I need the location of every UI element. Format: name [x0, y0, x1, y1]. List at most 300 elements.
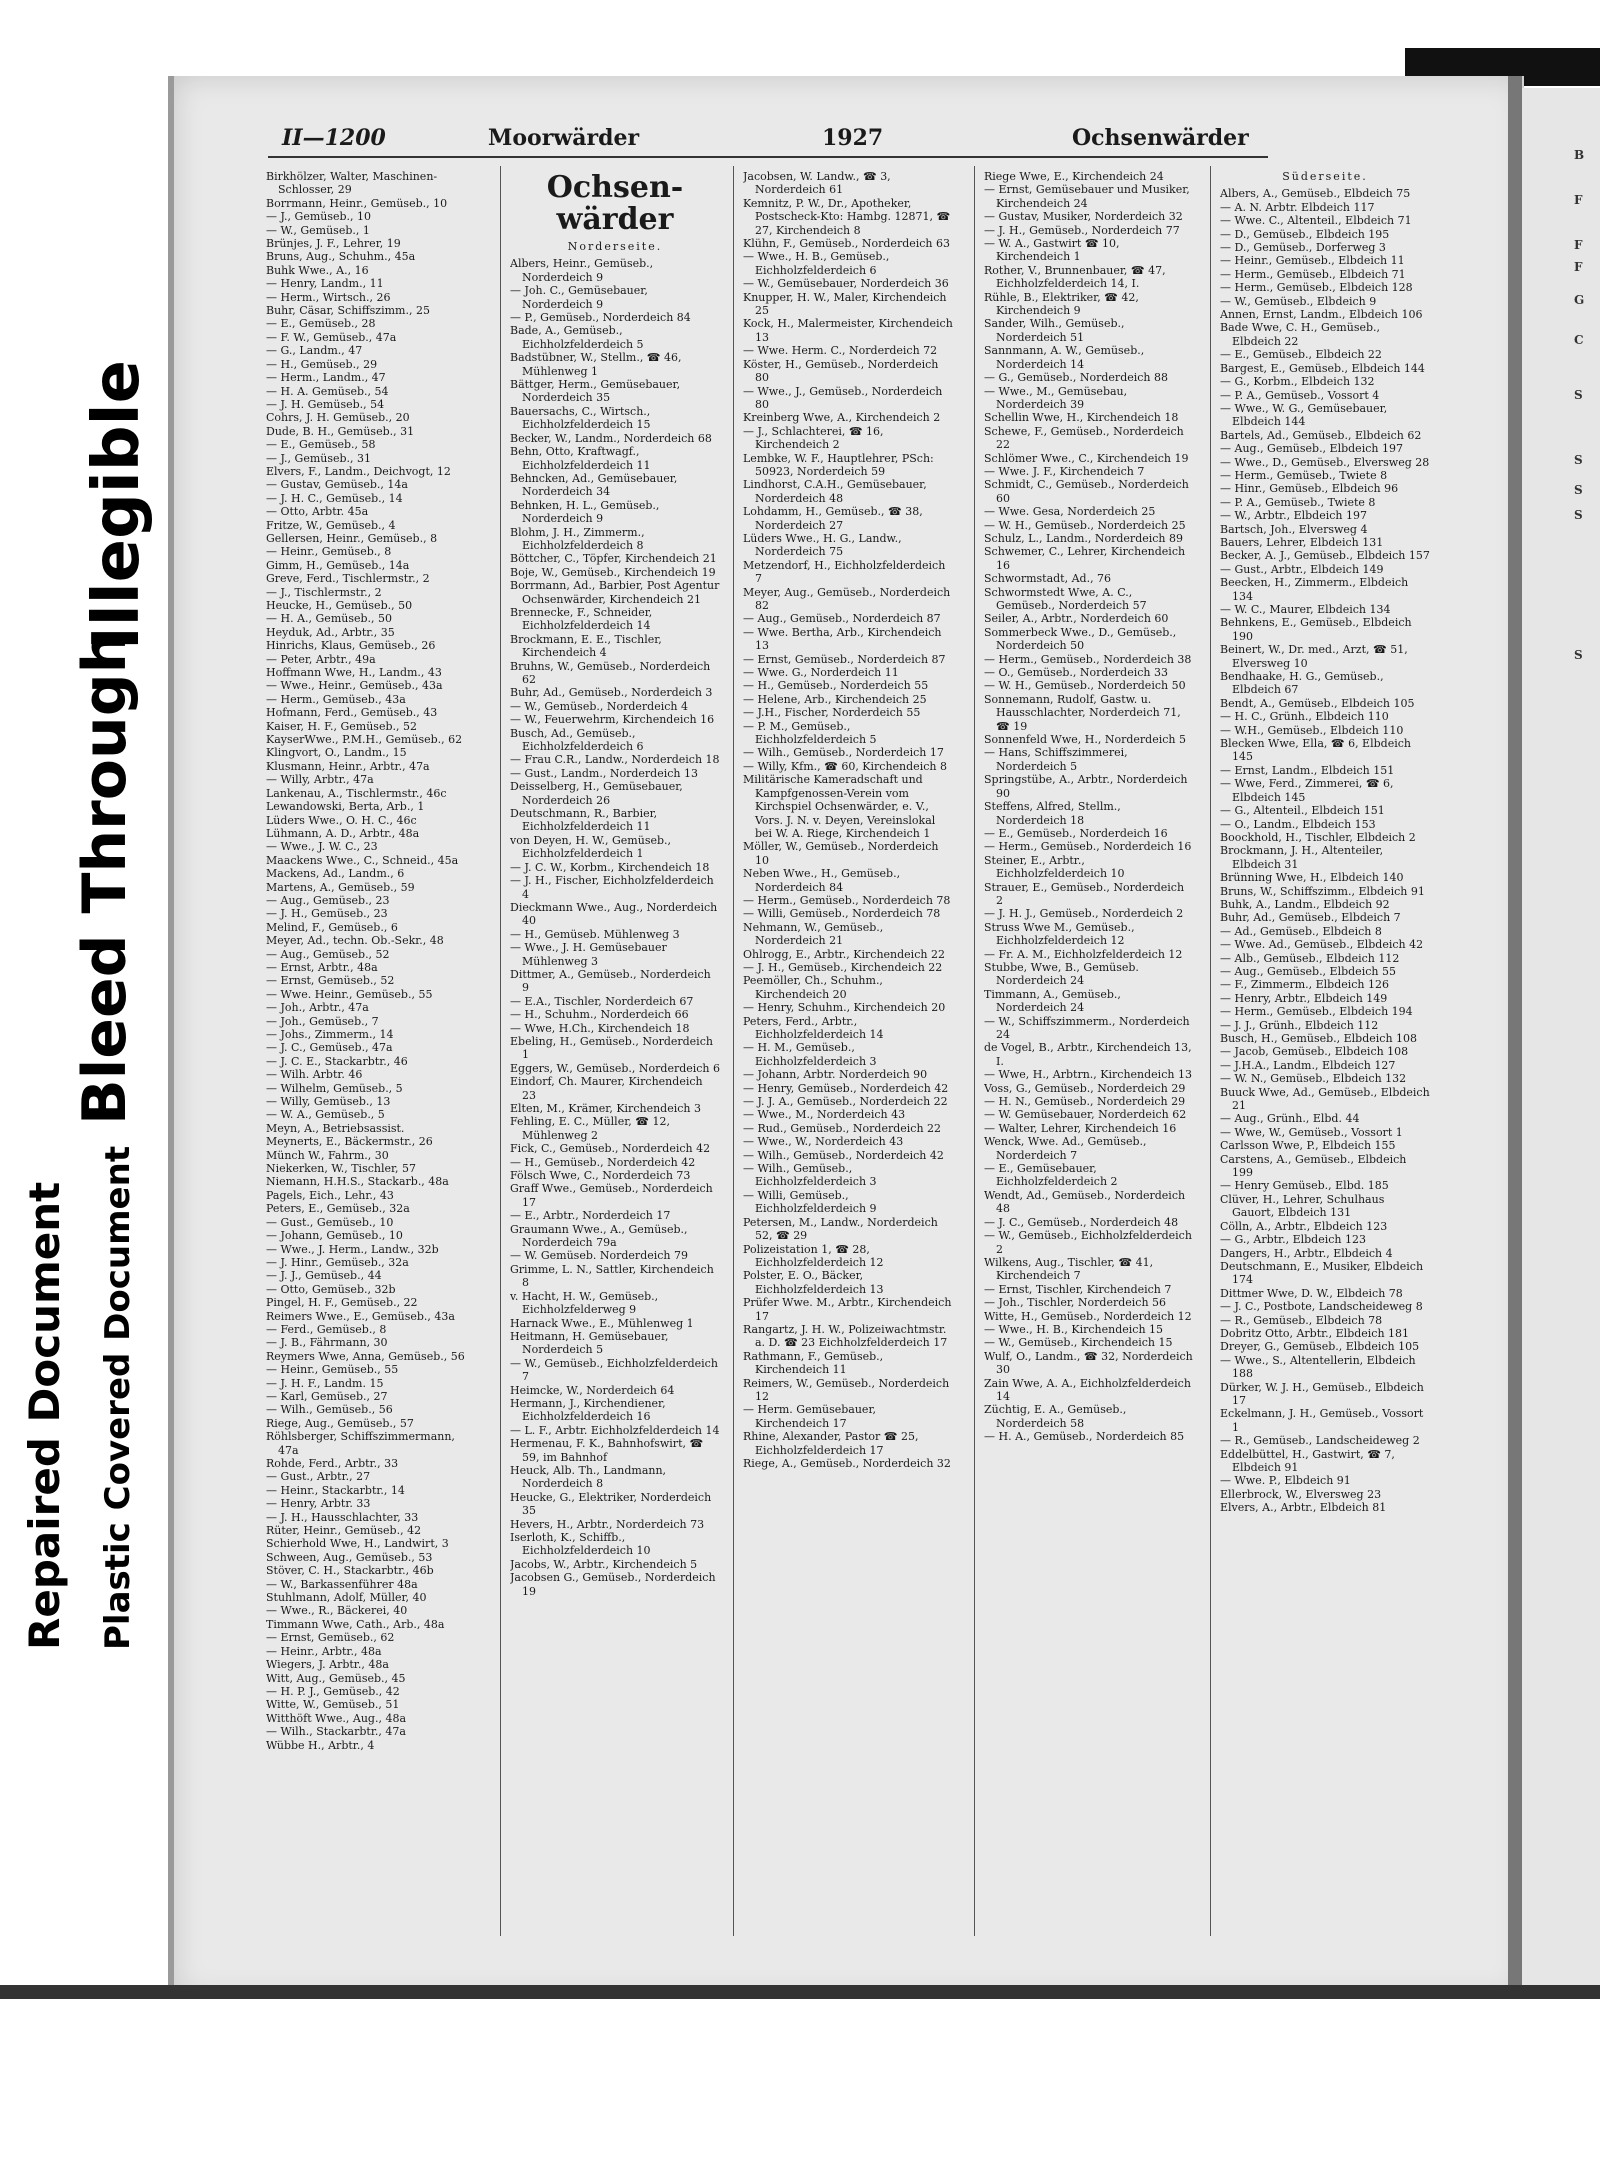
directory-entry: — J. H., Gemüseb., Norderdeich 77 — [984, 223, 1180, 237]
directory-entry: — Walter, Lehrer, Kirchendeich 16 — [984, 1121, 1177, 1135]
directory-entry: Klusmann, Heinr., Arbtr., 47a — [266, 759, 430, 773]
directory-entry: — Wwe., R., Bäckerei, 40 — [266, 1604, 408, 1618]
directory-entry: Bauers, Lehrer, Elbdeich 131 — [1220, 535, 1384, 549]
directory-entry: Birkhölzer, Walter, Maschinen-Schlosser, 29 — [266, 170, 438, 197]
directory-entry: — Willi, Gemüseb., Eichholzfelderdeich 9 — [743, 1188, 877, 1216]
directory-entry: Busch, Ad., Gemüseb., Eichholzfelderdeich 6 — [510, 726, 644, 754]
directory-entry: — Wwe. J. F., Kirchendeich 7 — [984, 464, 1145, 478]
directory-entry: Bättger, Herm., Gemüsebauer, Norderdeich 35 — [510, 378, 681, 405]
header-left-title: Moorwärder — [488, 125, 640, 151]
directory-entry: Schierhold Wwe, H., Landwirt, 3 — [266, 1537, 449, 1551]
directory-entry: — E., Gemüseb., 28 — [266, 317, 376, 331]
directory-entry: Metzendorf, H., Eichholzfelderdeich 7 — [743, 558, 946, 586]
directory-entry: Böttcher, C., Töpfer, Kirchendeich 21 — [510, 552, 717, 566]
directory-entry: — E., Gemüseb., Elbdeich 22 — [1220, 348, 1382, 362]
directory-entry: — Wwe., S., Altentellerin, Elbdeich 188 — [1220, 1353, 1416, 1381]
directory-entry: Timmann, A., Gemüseb., Norderdeich 24 — [984, 987, 1121, 1015]
margin-letter: C — [1574, 333, 1584, 347]
directory-entry: Graumann Wwe., A., Gemüseb., Norderdeich 79a — [510, 1222, 688, 1250]
directory-entry: — W. A., Gastwirt ☎ 10, Kirchendeich 1 — [984, 237, 1120, 264]
directory-entry: — Wwe., D., Gemüseb., Elversweg 28 — [1220, 455, 1430, 469]
directory-entry: Pagels, Eich., Lehr., 43 — [266, 1188, 394, 1202]
directory-entry: — Heinr., Gemüseb., Elbdeich 11 — [1220, 254, 1405, 268]
directory-entry: — Wwe, H., Arbtrn., Kirchendeich 13 — [984, 1068, 1192, 1082]
directory-entry: — Wilh., Stackarbtr., 47a — [266, 1725, 406, 1739]
margin-letter: G — [1574, 293, 1585, 307]
directory-entry: Zain Wwe, A. A., Eichholzfelderdeich 14 — [984, 1376, 1191, 1403]
column-divider — [1210, 166, 1211, 1936]
directory-entry: — W. Gemüseb. Norderdeich 79 — [510, 1249, 688, 1263]
directory-entry: Hoffmann Wwe, H., Landm., 43 — [266, 666, 442, 680]
directory-entry: Niekerken, W., Tischler, 57 — [266, 1162, 417, 1176]
directory-entry: — J. J., Gemüseb., 44 — [266, 1269, 382, 1283]
directory-entry: Schellin Wwe, H., Kirchendeich 18 — [984, 411, 1179, 425]
directory-entry: Albers, Heinr., Gemüseb., Norderdeich 9 — [510, 257, 654, 284]
directory-entry: — J. C., Gemüseb., Norderdeich 48 — [984, 1215, 1179, 1229]
directory-entry: — J., Schlachterei, ☎ 16, Kirchendeich 2 — [743, 424, 884, 452]
directory-entry: — J.H., Fischer, Norderdeich 55 — [743, 706, 921, 720]
directory-entry: Hofmann, Ferd., Gemüseb., 43 — [266, 706, 438, 720]
directory-entry: Schlömer Wwe., C., Kirchendeich 19 — [984, 451, 1189, 465]
directory-entry: Dieckmann Wwe., Aug., Norderdeich 40 — [510, 900, 718, 928]
directory-entry: — J. J. A., Gemüseb., Norderdeich 22 — [743, 1095, 948, 1109]
directory-entry: Beinert, W., Dr. med., Arzt, ☎ 51, Elversweg 10 — [1220, 643, 1408, 670]
page-edge — [1508, 76, 1522, 1998]
directory-entry: Bauersachs, C., Wirtsch., Eichholzfelderdeich 15 — [510, 404, 651, 432]
directory-entry: — Ernst, Gemüsebauer und Musiker, Kirchendeich 24 — [984, 183, 1190, 210]
column-divider — [500, 166, 501, 1936]
directory-entry: Lohdamm, H., Gemüseb., ☎ 38, Norderdeich 27 — [743, 505, 923, 532]
directory-entry: Schmidt, C., Gemüseb., Norderdeich 60 — [984, 478, 1189, 505]
directory-entry: Meyn, A., Betriebsassist. — [266, 1121, 405, 1135]
directory-entry: — J. H. C., Gemüseb., 14 — [266, 491, 403, 505]
directory-entry: Polizeistation 1, ☎ 28, Eichholzfelderdeich 12 — [743, 1242, 884, 1269]
directory-entry: — P. A., Gemüseb., Twiete 8 — [1220, 495, 1376, 509]
directory-entry: — Joh., Tischler, Norderdeich 56 — [984, 1296, 1167, 1310]
directory-entry: Boockhold, H., Tischler, Elbdeich 2 — [1220, 830, 1416, 844]
directory-entry: Ellerbrock, W., Elversweg 23 — [1220, 1487, 1382, 1501]
directory-entry: Schwemer, C., Lehrer, Kirchendeich 16 — [984, 545, 1186, 572]
directory-entry: Möller, W., Gemüseb., Norderdeich 10 — [743, 840, 939, 867]
column-5 — [1220, 170, 1430, 1945]
directory-entry: — Fr. A. M., Eichholzfelderdeich 12 — [984, 947, 1183, 961]
directory-entry: Hevers, H., Arbtr., Norderdeich 73 — [510, 1517, 705, 1531]
directory-entry: — Wilhelm, Gemüseb., 5 — [266, 1081, 403, 1095]
page-header — [282, 125, 1249, 151]
directory-entry: Rühle, B., Elektriker, ☎ 42, Kirchendeich 9 — [984, 290, 1139, 318]
directory-entry: — W., Gemüsebauer, Norderdeich 36 — [743, 277, 949, 291]
directory-entry: Sommerbeck Wwe., D., Gemüseb., Norderdeich 50 — [984, 625, 1177, 653]
directory-entry: — Henry, Arbtr. 33 — [266, 1497, 371, 1511]
directory-entry: — Wwe., W., Norderdeich 43 — [743, 1135, 904, 1149]
directory-entry: Petersen, M., Landw., Norderdeich 52, ☎ 29 — [743, 1215, 938, 1243]
directory-entry: — Johann, Gemüseb., 10 — [266, 1229, 403, 1243]
directory-entry: — Gust., Gemüseb., 10 — [266, 1215, 394, 1229]
directory-entry: — G., Landm., 47 — [266, 344, 363, 358]
directory-entry: Züchtig, E. A., Gemüseb., Norderdeich 58 — [984, 1403, 1127, 1430]
directory-entry: Voss, G., Gemüseb., Norderdeich 29 — [984, 1081, 1186, 1095]
directory-entry: — Aug., Grünh., Elbd. 44 — [1220, 1112, 1360, 1126]
directory-entry: Elvers, A., Arbtr., Elbdeich 81 — [1220, 1501, 1387, 1515]
directory-entry: — Aug., Gemüseb., 52 — [266, 947, 390, 961]
directory-entry: Bruhns, W., Gemüseb., Norderdeich 62 — [510, 659, 711, 686]
directory-entry: Dürker, W. J. H., Gemüseb., Elbdeich 17 — [1220, 1380, 1424, 1407]
directory-entry: Fick, C., Gemüseb., Norderdeich 42 — [510, 1142, 711, 1156]
next-page-strip — [1522, 88, 1600, 1993]
directory-entry: — W. A., Gemüseb., 5 — [266, 1108, 385, 1122]
directory-entry: — Wilh., Gemüseb., Norderdeich 17 — [743, 746, 944, 760]
directory-entry: Münch W., Fahrm., 30 — [266, 1148, 389, 1162]
directory-entry: — Wwe. Bertha, Arb., Kirchendeich 13 — [743, 625, 942, 653]
directory-entry: Schwormstedt Wwe, A. C., Gemüseb., Norderdeich 57 — [984, 585, 1147, 612]
directory-entry: Witte, H., Gemüseb., Norderdeich 12 — [984, 1309, 1192, 1323]
directory-entry: — Frau C.R., Landw., Norderdeich 18 — [510, 753, 720, 767]
directory-entry: Heuck, Alb. Th., Landmann, Norderdeich 8 — [510, 1463, 667, 1491]
directory-entry: Buhr, Ad., Gemüseb., Norderdeich 3 — [510, 686, 713, 700]
directory-entry: — Henry, Landm., 11 — [266, 277, 384, 291]
directory-entry: de Vogel, B., Arbtr., Kirchendeich 13, I. — [984, 1041, 1192, 1068]
directory-entry: Behncken, Ad., Gemüsebauer, Norderdeich 34 — [510, 471, 678, 499]
repaired-document-label: Repaired Document — [20, 1181, 69, 1650]
directory-entry: — W., Schiffszimmerm., Norderdeich 24 — [984, 1014, 1190, 1041]
directory-entry: — Johann, Arbtr. Norderdeich 90 — [743, 1068, 928, 1082]
directory-entry: — Wwe., Heinr., Gemüseb., 43a — [266, 679, 443, 693]
directory-entry: Wiegers, J. Arbtr., 48a — [266, 1658, 389, 1672]
column-divider — [974, 166, 975, 1936]
directory-entry: — H., Gemüseb. Mühlenweg 3 — [510, 927, 680, 941]
directory-entry: Brünning Wwe, H., Elbdeich 140 — [1220, 871, 1404, 885]
directory-entry: Steffens, Alfred, Stellm., Norderdeich 18 — [984, 800, 1121, 827]
directory-entry: Heimcke, W., Norderdeich 64 — [510, 1383, 675, 1397]
illegible-label: Illegible — [80, 360, 154, 650]
directory-entry: — Wwe. Ad., Gemüseb., Elbdeich 42 — [1220, 938, 1424, 952]
directory-entry: Behnkens, E., Gemüseb., Elbdeich 190 — [1220, 616, 1412, 643]
directory-entry: Cölln, A., Arbtr., Elbdeich 123 — [1220, 1219, 1388, 1233]
column-divider — [733, 166, 734, 1936]
directory-entry: — J. C. W., Korbm., Kirchendeich 18 — [510, 860, 710, 874]
directory-entry: Wübbe H., Arbtr., 4 — [266, 1738, 375, 1752]
directory-entry: — Henry Gemüseb., Elbd. 185 — [1220, 1179, 1389, 1193]
directory-entry: — Wilh., Gemüseb., 56 — [266, 1403, 393, 1417]
directory-entry: — Gustav, Gemüseb., 14a — [266, 478, 408, 492]
directory-entry: — P. M., Gemüseb., Eichholzfelderdeich 5 — [743, 719, 877, 747]
column-4 — [984, 170, 1194, 1945]
directory-entry: — W. C., Maurer, Elbdeich 134 — [1220, 603, 1391, 616]
section-subtitle: Norderseite. — [567, 240, 663, 253]
directory-entry: — Otto, Arbtr. 45a — [266, 505, 369, 519]
directory-entry: Martens, A., Gemüseb., 59 — [266, 880, 415, 894]
directory-entry: — Herm., Gemüseb., Elbdeich 128 — [1220, 281, 1413, 295]
directory-entry: Bade Wwe, C. H., Gemüseb., Elbdeich 22 — [1220, 321, 1381, 348]
directory-entry: Kock, H., Malermeister, Kirchendeich 13 — [743, 317, 953, 344]
directory-entry: — W.H., Gemüseb., Elbdeich 110 — [1220, 723, 1404, 737]
section-title: Ochsen-wärder — [546, 170, 684, 237]
directory-entry: Wulf, O., Landm., ☎ 32, Norderdeich 30 — [984, 1349, 1193, 1377]
directory-entry: — Wwe, W., Gemüseb., Vossort 1 — [1220, 1125, 1403, 1139]
bottom-band — [0, 1985, 1600, 1999]
directory-entry: Buhr, Ad., Gemüseb., Elbdeich 7 — [1220, 911, 1401, 925]
column-3 — [743, 170, 953, 1945]
directory-entry: Jacobs, W., Arbtr., Kirchendeich 5 — [510, 1557, 698, 1571]
directory-entry: Steiner, E., Arbtr., Eichholzfelderdeich 10 — [984, 853, 1125, 881]
directory-entry: — W., Barkassenführer 48a — [266, 1577, 418, 1591]
directory-entry: Borrmann, Ad., Barbier, Post Agentur Ochsenwärder, Kirchendeich 21 — [510, 579, 720, 606]
directory-entry: — H. P. J., Gemüseb., 42 — [266, 1684, 400, 1698]
directory-entry: Mackens, Ad., Landm., 6 — [266, 867, 405, 881]
margin-letter: F — [1574, 193, 1583, 207]
directory-entry: — Ernst, Gemüseb., Norderdeich 87 — [743, 652, 946, 666]
directory-entry: — Herm., Gemüseb., Norderdeich 38 — [984, 652, 1192, 666]
directory-entry: Bargest, E., Gemüseb., Elbdeich 144 — [1220, 361, 1425, 375]
directory-entry: Heyduk, Ad., Arbtr., 35 — [266, 625, 395, 639]
directory-entry: Rother, V., Brunnenbauer, ☎ 47, Eichholzfelderdeich 14, I. — [984, 263, 1166, 291]
directory-entry: — W., Gemüseb., Kirchendeich 15 — [984, 1336, 1173, 1350]
directory-entry: Riege, A., Gemüseb., Norderdeich 32 — [743, 1457, 951, 1470]
directory-entry: — Johs., Zimmerm., 14 — [266, 1028, 394, 1041]
directory-entry: Struss Wwe M., Gemüseb., Eichholzfelderdeich 12 — [984, 920, 1135, 948]
directory-entry: — Herm., Gemüseb., Elbdeich 194 — [1220, 1005, 1413, 1019]
directory-entry: — Ferd., Gemüseb., 8 — [266, 1322, 387, 1336]
directory-entry: — P., Gemüseb., Norderdeich 84 — [510, 311, 691, 325]
directory-entry: Carstens, A., Gemüseb., Elbdeich 199 — [1220, 1152, 1407, 1180]
directory-entry: Gimm, H., Gemüseb., 14a — [266, 558, 410, 572]
directory-entry: — W. H., Gemüseb., Norderdeich 50 — [984, 679, 1186, 693]
directory-entry: — Ernst, Gemüseb., 62 — [266, 1631, 395, 1645]
directory-entry: — Heinr., Gemüseb., 55 — [266, 1363, 399, 1377]
directory-entry: Prüfer Wwe. M., Arbtr., Kirchendeich 17 — [743, 1296, 952, 1323]
directory-entry: Bruns, Aug., Schuhm., 45a — [266, 250, 416, 264]
directory-entry: — Aug., Gemüseb., Elbdeich 197 — [1220, 442, 1403, 456]
directory-entry: Röhlsberger, Schiffszimmermann, 47a — [266, 1430, 455, 1457]
directory-entry: — Wilh., Gemüseb., Norderdeich 42 — [743, 1148, 944, 1162]
directory-entry: — J. H. F., Landm. 15 — [266, 1376, 384, 1390]
directory-entry: — Gust., Landm., Norderdeich 13 — [510, 766, 698, 780]
bleed-through-label: Bleed Through — [70, 630, 140, 1125]
directory-entry: Lewandowski, Berta, Arb., 1 — [266, 800, 425, 814]
directory-entry: Klingvort, O., Landm., 15 — [266, 746, 407, 760]
directory-entry: Witte, W., Gemüseb., 51 — [266, 1698, 400, 1712]
directory-entry: Strauer, E., Gemüseb., Norderdeich 2 — [984, 880, 1185, 907]
directory-entry: — H., Gemüseb., Norderdeich 55 — [743, 679, 929, 693]
directory-entry: — J. H., Fischer, Eichholzfelderdeich 4 — [510, 874, 714, 901]
directory-entry: — J. H., Hausschlachter, 33 — [266, 1510, 419, 1524]
directory-entry: — R., Gemüseb., Landscheideweg 2 — [1220, 1434, 1420, 1448]
directory-entry: Dittmer Wwe, D. W., Elbdeich 78 — [1220, 1286, 1403, 1300]
directory-entry: Buhr, Cäsar, Schiffszimm., 25 — [266, 304, 430, 318]
directory-entry: — E., Arbtr., Norderdeich 17 — [510, 1209, 671, 1223]
directory-entry: — Otto, Gemüseb., 32b — [266, 1282, 396, 1296]
directory-entry: Borrmann, Heinr., Gemüseb., 10 — [266, 196, 448, 210]
directory-entry: Rathmann, F., Gemüseb., Kirchendeich 11 — [743, 1349, 884, 1377]
directory-entry: Ohlrogg, E., Arbtr., Kirchendeich 22 — [743, 947, 945, 961]
directory-entry: Fölsch Wwe, C., Norderdeich 73 — [510, 1169, 691, 1183]
directory-entry: Eddelbüttel, H., Gastwirt, ☎ 7, Elbdeich 91 — [1220, 1447, 1395, 1474]
directory-entry: — Hans, Schiffszimmerei, Norderdeich 5 — [984, 746, 1128, 773]
directory-entry: Reimers, W., Gemüseb., Norderdeich 12 — [743, 1376, 950, 1403]
directory-entry: — R., Gemüseb., Elbdeich 78 — [1220, 1313, 1383, 1327]
directory-entry: — Herm., Landm., 47 — [266, 371, 386, 385]
directory-entry: Niemann, H.H.S., Stackarb., 48a — [266, 1175, 449, 1189]
directory-entry: Bartels, Ad., Gemüseb., Elbdeich 62 — [1220, 428, 1422, 442]
directory-entry: — Wwe. Herm. C., Norderdeich 72 — [743, 344, 938, 358]
directory-entry: — J. H., Gemüseb., Kirchendeich 22 — [743, 960, 943, 974]
directory-entry: Springstübe, A., Arbtr., Norderdeich 90 — [984, 773, 1188, 800]
directory-entry: — L. F., Arbtr. Eichholzfelderdeich 14 — [510, 1423, 720, 1437]
directory-entry: — Rud., Gemüseb., Norderdeich 22 — [743, 1121, 942, 1135]
directory-entry: — Heinr., Arbtr., 48a — [266, 1644, 382, 1658]
header-year: 1927 — [822, 125, 884, 151]
directory-entry: — Herm., Gemüseb., 43a — [266, 692, 406, 706]
directory-entry: Rohde, Ferd., Arbtr., 33 — [266, 1457, 399, 1470]
directory-entry: — Gustav, Musiker, Norderdeich 32 — [984, 210, 1183, 224]
directory-entry: Rangartz, J. H. W., Polizeiwachtmstr. a. D. ☎ 23 Eichholzfelderdeich 17 — [743, 1322, 948, 1350]
directory-entry: Meynerts, E., Bäckermstr., 26 — [266, 1135, 433, 1149]
directory-entry: Kemnitz, P. W., Dr., Apotheker, Postscheck-Kto: Hambg. 12871, ☎ 27, Kirchendeich 8 — [743, 196, 951, 237]
directory-entry: — Wilh., Gemüseb., Eichholzfelderdeich 3 — [743, 1162, 877, 1189]
directory-entry: Brennecke, F., Schneider, Eichholzfelderdeich 14 — [510, 605, 653, 633]
directory-entry: — Wwe., J. Herm., Landw., 32b — [266, 1242, 439, 1256]
directory-entry: Eindorf, Ch. Maurer, Kirchendeich 23 — [510, 1075, 703, 1102]
directory-entry: — Helene, Arb., Kirchendeich 25 — [743, 692, 927, 706]
directory-entry: — H., Gemüseb., Norderdeich 42 — [510, 1155, 696, 1169]
directory-entry: Rüter, Heinr., Gemüseb., 42 — [266, 1524, 422, 1538]
directory-entry: — Herm., Gemüseb., Twiete 8 — [1220, 468, 1388, 482]
directory-entry: — A. N. Arbtr. Elbdeich 117 — [1220, 200, 1375, 214]
directory-entry: — Wwe. P., Elbdeich 91 — [1220, 1474, 1351, 1488]
directory-entry: Albers, A., Gemüseb., Elbdeich 75 — [1220, 187, 1411, 201]
directory-entry: Nehmann, W., Gemüseb., Norderdeich 21 — [743, 920, 884, 948]
directory-entry: Kreinberg Wwe, A., Kirchendeich 2 — [743, 411, 941, 425]
margin-letter: F — [1574, 238, 1583, 252]
directory-entry: — D., Gemüseb., Elbdeich 195 — [1220, 227, 1390, 241]
directory-entry: Brockmann, E. E., Tischler, Kirchendeich 4 — [510, 632, 662, 660]
directory-entry: Jacobsen G., Gemüseb., Norderdeich 19 — [510, 1571, 716, 1598]
directory-entry: Greve, Ferd., Tischlermstr., 2 — [266, 572, 430, 586]
directory-entry: Polster, E. O., Bäcker, Eichholzfelderdeich 13 — [743, 1269, 884, 1296]
directory-entry: — Peter, Arbtr., 49a — [266, 652, 376, 666]
directory-entry: Peters, Ferd., Arbtr., Eichholzfelderdeich 14 — [743, 1014, 884, 1041]
directory-entry: Gellersen, Heinr., Gemüseb., 8 — [266, 531, 438, 545]
page-number: II—1200 — [282, 125, 386, 151]
directory-entry: Schwormstadt, Ad., 76 — [984, 572, 1112, 586]
directory-entry: — Henry, Schuhm., Kirchendeich 20 — [743, 1001, 946, 1015]
directory-entry: — Karl, Gemüseb., 27 — [266, 1389, 388, 1403]
directory-entry: Eckelmann, J. H., Gemüseb., Vossort 1 — [1220, 1407, 1424, 1434]
directory-entry: Sonnenfeld Wwe, H., Norderdeich 5 — [984, 733, 1186, 747]
directory-entry: — G., Arbtr., Elbdeich 123 — [1220, 1233, 1366, 1247]
plastic-covered-label: Plastic Covered Document — [98, 1145, 138, 1650]
directory-entry: Wenck, Wwe. Ad., Gemüseb., Norderdeich 7 — [984, 1135, 1147, 1162]
directory-entry: Heucke, H., Gemüseb., 50 — [266, 599, 413, 612]
directory-entry: Witt, Aug., Gemüseb., 45 — [266, 1671, 406, 1685]
directory-entry: — Herm., Gemüseb., Norderdeich 16 — [984, 840, 1192, 854]
directory-entry: — Wwe., M., Gemüsebau, Norderdeich 39 — [984, 384, 1128, 411]
directory-entry: — H. C., Grünh., Elbdeich 110 — [1220, 710, 1389, 724]
directory-entry: — W., Gemüseb., Norderdeich 4 — [510, 699, 688, 713]
directory-entry: — J. Hinr., Gemüseb., 32a — [266, 1255, 409, 1269]
directory-entry: Clüver, H., Lehrer, Schulhaus Gauort, Elbdeich 131 — [1220, 1192, 1385, 1220]
directory-entry: — W., Gemüseb., Elbdeich 9 — [1220, 294, 1377, 308]
directory-entry: — O., Gemüseb., Norderdeich 33 — [984, 666, 1168, 680]
directory-entry: — H. N., Gemüseb., Norderdeich 29 — [984, 1095, 1186, 1109]
directory-entry: — Herm., Gemüseb., Norderdeich 78 — [743, 893, 951, 907]
directory-entry: — Gust., Arbtr., 27 — [266, 1470, 371, 1484]
directory-entry: Timmann Wwe, Cath., Arb., 48a — [266, 1617, 445, 1631]
directory-entry: — G., Korbm., Elbdeich 132 — [1220, 375, 1375, 389]
directory-entry: — J.H.A., Landm., Elbdeich 127 — [1220, 1058, 1396, 1072]
directory-entry: Riege Wwe, E., Kirchendeich 24 — [984, 170, 1164, 183]
directory-entry: Dangers, H., Arbtr., Elbdeich 4 — [1220, 1246, 1393, 1260]
directory-entry: Busch, H., Gemüseb., Elbdeich 108 — [1220, 1032, 1418, 1045]
directory-entry: — Henry, Arbtr., Elbdeich 149 — [1220, 991, 1388, 1005]
section-subtitle: Süderseite. — [1282, 170, 1368, 183]
directory-entry: — E.A., Tischler, Norderdeich 67 — [510, 994, 694, 1008]
directory-entry: Schween, Aug., Gemüseb., 53 — [266, 1550, 433, 1564]
directory-entry: Annen, Ernst, Landm., Elbdeich 106 — [1220, 308, 1423, 322]
directory-entry: Peters, E., Gemüseb., 32a — [266, 1202, 410, 1216]
directory-entry: — J. H. J., Gemüseb., Norderdeich 2 — [984, 907, 1184, 921]
directory-entry: Hinrichs, Klaus, Gemüseb., 26 — [266, 639, 436, 653]
directory-entry: Boje, W., Gemüseb., Kirchendeich 19 — [510, 565, 716, 579]
directory-entry: Dreyer, G., Gemüseb., Elbdeich 105 — [1220, 1340, 1420, 1354]
directory-entry: — E., Gemüseb., Norderdeich 16 — [984, 826, 1168, 840]
directory-entry: — Wwe, Ferd., Zimmerei, ☎ 6, Elbdeich 145 — [1220, 777, 1394, 804]
directory-entry: — W., Feuerwehrm, Kirchendeich 16 — [510, 713, 715, 727]
directory-entry: Badstübner, W., Stellm., ☎ 46, Mühlenweg 1 — [510, 351, 682, 378]
directory-entry: Melind, F., Gemüseb., 6 — [266, 920, 398, 934]
directory-entry: — W., Gemüseb., Eichholzfelderdeich 7 — [510, 1356, 718, 1384]
directory-entry: Schewe, F., Gemüseb., Norderdeich 22 — [984, 424, 1184, 452]
directory-entry: — Heinr., Gemüseb., 8 — [266, 545, 392, 559]
directory-entry: Deutschmann, R., Barbier, Eichholzfelderdeich 11 — [510, 807, 658, 834]
directory-entry: Blecken Wwe, Ella, ☎ 6, Elbdeich 145 — [1220, 737, 1411, 764]
directory-entry: — W., Gemüseb., Eichholzfelderdeich 2 — [984, 1229, 1192, 1256]
directory-entry: — Herm., Gemüseb., Elbdeich 71 — [1220, 267, 1406, 281]
directory-entry: Stuhlmann, Adolf, Müller, 40 — [266, 1591, 427, 1605]
directory-entry: Bruns, W., Schiffszimm., Elbdeich 91 — [1220, 884, 1425, 898]
directory-entry: Schulz, L., Landm., Norderdeich 89 — [984, 531, 1183, 545]
directory-entry: — Ernst, Arbtr., 48a — [266, 960, 378, 974]
directory-entry: Deisselberg, H., Gemüsebauer, Norderdeich 26 — [510, 780, 683, 807]
directory-entry: — Ernst, Tischler, Kirchendeich 7 — [984, 1282, 1172, 1296]
directory-entry: — H. A., Gemüseb., 50 — [266, 612, 393, 626]
directory-entry: Elten, M., Krämer, Kirchendeich 3 — [510, 1102, 701, 1115]
directory-entry: — H. A. Gemüseb., 54 — [266, 384, 389, 398]
directory-entry: — Aug., Gemüseb., Elbdeich 55 — [1220, 964, 1396, 978]
directory-entry: — Joh., Gemüseb., 7 — [266, 1014, 379, 1028]
directory-entry: Becker, W., Landm., Norderdeich 68 — [510, 431, 712, 445]
directory-entry: Fehling, E. C., Müller, ☎ 12, Mühlenweg 2 — [510, 1115, 670, 1142]
directory-entry: Bartsch, Joh., Elversweg 4 — [1220, 522, 1368, 536]
directory-entry: — Alb., Gemüseb., Elbdeich 112 — [1220, 951, 1400, 965]
margin-letter: S — [1574, 453, 1583, 467]
directory-entry: — Wwe. G., Norderdeich 11 — [743, 666, 899, 680]
directory-entry: Witthöft Wwe., Aug., 48a — [266, 1711, 407, 1725]
directory-entry: — W. N., Gemüseb., Elbdeich 132 — [1220, 1072, 1407, 1086]
directory-entry: Carlsson Wwe, P., Elbdeich 155 — [1220, 1139, 1396, 1153]
directory-entry: Militärische Kameradschaft und Kampfgenossen-Verein vom Kirchspiel Ochsenwärder, e. V., Vors. J. N. v. Deyen, Vereinslokal bei W. A. Riege, Kirchendeich 1 — [743, 773, 936, 840]
directory-entry: Wilkens, Aug., Tischler, ☎ 41, Kirchendeich 7 — [984, 1255, 1154, 1283]
directory-entry: — Wwe., H. B., Kirchendeich 15 — [984, 1322, 1164, 1336]
directory-entry: Köster, H., Gemüseb., Norderdeich 80 — [743, 357, 939, 385]
directory-entry: — J. C., Postbote, Landscheideweg 8 — [1220, 1300, 1423, 1314]
directory-entry: Grimme, L. N., Sattler, Kirchendeich 8 — [510, 1262, 714, 1290]
directory-entry: von Deyen, H. W., Gemüseb., Eichholzfelderdeich 1 — [510, 833, 672, 861]
directory-entry: Lindhorst, C.A.H., Gemüsebauer, Norderdeich 48 — [743, 478, 927, 505]
directory-entry: Ebeling, H., Gemüseb., Norderdeich 1 — [510, 1034, 713, 1062]
directory-entry: Neben Wwe., H., Gemüseb., Norderdeich 84 — [743, 867, 901, 894]
directory-entry: Bendt, A., Gemüseb., Elbdeich 105 — [1220, 696, 1415, 710]
